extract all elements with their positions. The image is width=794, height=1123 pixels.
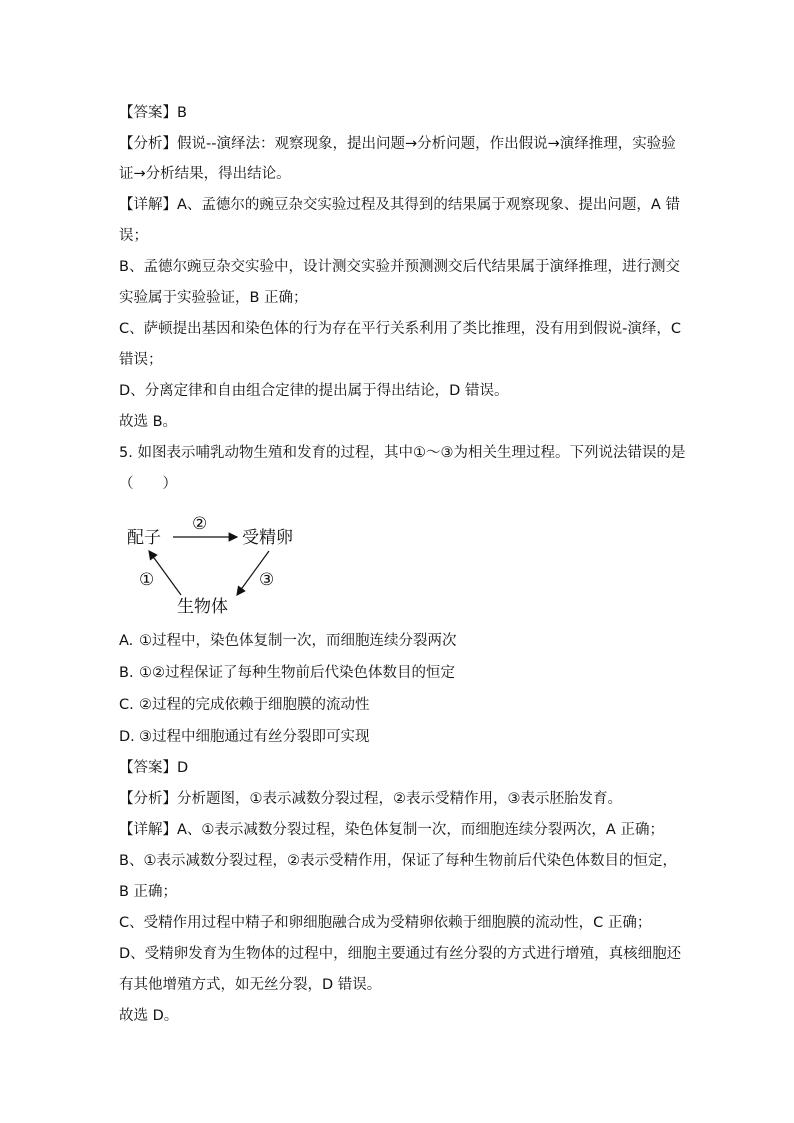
q5-option-d xyxy=(119,727,370,747)
q5-conclusion: 故选 D。 xyxy=(119,1008,179,1024)
q5-detail-line-6: 有其他增殖方式，如无丝分裂，D 错误。 xyxy=(119,977,382,993)
q4-conclusion: 故选 B。 xyxy=(119,414,178,430)
q4-detail-line-2: 误； xyxy=(119,228,148,244)
q4-detail-line-1: 【详解】A、孟德尔的豌豆杂交实验过程及其得到的结果属于观察现象、提出问题，A 错 xyxy=(119,197,680,213)
q4-answer: 【答案】B xyxy=(119,105,187,121)
label-process-2: ② xyxy=(192,514,208,534)
q5-stem-line-2: （ ） xyxy=(119,476,177,492)
option-label: C. xyxy=(119,697,134,713)
q5-option-c xyxy=(119,695,370,715)
reproduction-cycle-diagram xyxy=(119,507,319,622)
option-text: ②过程的完成依赖于细胞膜的流动性 xyxy=(139,697,370,713)
q5-analysis: 【分析】分析题图，①表示减数分裂过程，②表示受精作用，③表示胚胎发育。 xyxy=(119,791,622,807)
q5-detail-line-3: B 正确； xyxy=(119,884,178,900)
q5-stem-line-1: 5. 如图表示哺乳动物生殖和发育的过程，其中①～③为相关生理过程。下列说法错误的是 xyxy=(119,445,686,461)
q5-option-b xyxy=(119,663,455,683)
node-organism: 生物体 xyxy=(177,597,228,617)
option-text: ③过程中细胞通过有丝分裂即可实现 xyxy=(139,729,370,745)
q4-analysis-line-1: 【分析】假说--演绎法：观察现象，提出问题→分析问题，作出假说→演绎推理，实验验 xyxy=(119,136,676,152)
q5-answer: 【答案】D xyxy=(119,760,189,776)
option-label: B. xyxy=(119,665,134,681)
q5-detail-line-2: B、①表示减数分裂过程，②表示受精作用，保证了每种生物前后代染色体数目的恒定， xyxy=(119,853,677,869)
q5-option-a xyxy=(119,631,457,651)
q4-detail-line-7: D、分离定律和自由组合定律的提出属于得出结论，D 错误。 xyxy=(119,383,509,399)
option-text: ①过程中，染色体复制一次，而细胞连续分裂两次 xyxy=(139,633,457,649)
option-label: A. xyxy=(119,633,134,649)
label-process-3: ③ xyxy=(259,570,275,590)
option-label: D. xyxy=(119,729,135,745)
q4-detail-line-5: C、萨顿提出基因和染色体的行为存在平行关系利用了类比推理，没有用到假说-演绎，C xyxy=(119,321,681,337)
q4-detail-line-4: 实验属于实验验证，B 正确； xyxy=(119,290,308,306)
node-gamete: 配子 xyxy=(127,528,161,548)
q5-detail-line-4: C、受精作用过程中精子和卵细胞融合成为受精卵依赖于细胞膜的流动性，C 正确； xyxy=(119,915,652,931)
q4-analysis-line-2: 证→分析结果，得出结论。 xyxy=(119,166,291,182)
label-process-1: ① xyxy=(139,570,155,590)
q5-detail-line-1: 【详解】A、①表示减数分裂过程，染色体复制一次，而细胞连续分裂两次，A 正确； xyxy=(119,822,664,838)
q5-detail-line-5: D、受精卵发育为生物体的过程中，细胞主要通过有丝分裂的方式进行增殖，真核细胞还 xyxy=(119,946,682,962)
option-text: ①②过程保证了每种生物前后代染色体数目的恒定 xyxy=(139,665,455,681)
q4-detail-line-3: B、孟德尔豌豆杂交实验中，设计测交实验并预测测交后代结果属于演绎推理，进行测交 xyxy=(119,259,680,275)
q4-detail-line-6: 错误； xyxy=(119,352,163,368)
node-zygote: 受精卵 xyxy=(242,528,293,548)
